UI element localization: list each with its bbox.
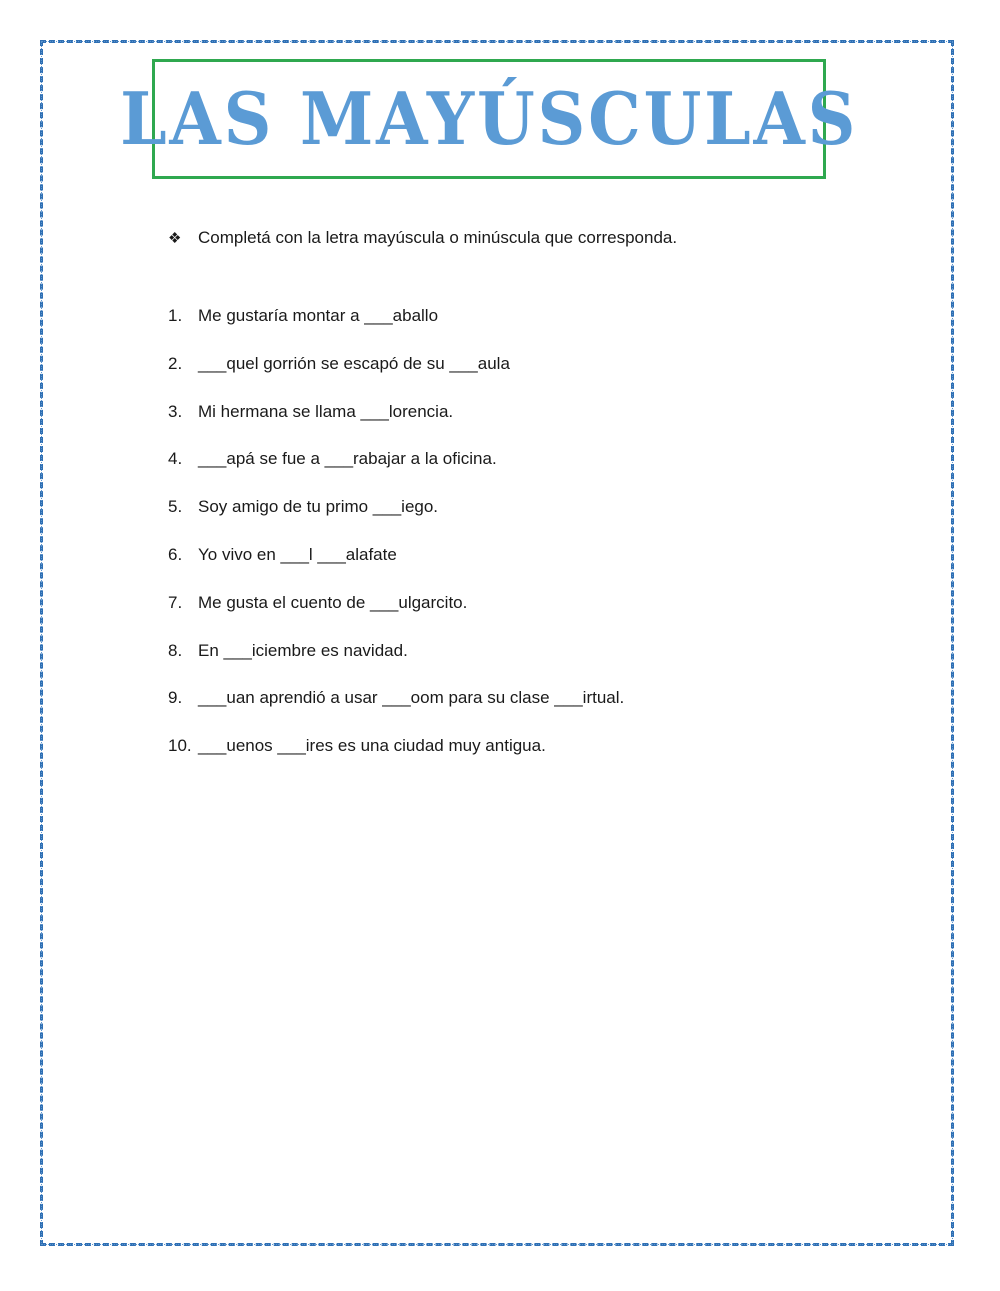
exercise-item — [168, 688, 624, 736]
exercise-list — [168, 306, 624, 784]
exercise-text: ___uenos ___ires es una ciudad muy antigua. — [198, 736, 546, 756]
diamond-bullet-icon: ❖ — [168, 230, 182, 247]
exercise-number: 10. — [168, 736, 192, 756]
instruction — [168, 228, 677, 248]
exercise-number: 2. — [168, 353, 183, 373]
exercise-number: 7. — [168, 592, 183, 612]
exercise-item — [168, 354, 624, 402]
exercise-text: ___quel gorrión se escapó de su ___aula — [198, 353, 510, 373]
exercise-number: 5. — [168, 497, 183, 517]
exercise-item — [168, 306, 624, 354]
page-title: LAS MAYÚSCULAS — [119, 76, 859, 161]
exercise-number: 4. — [168, 449, 183, 469]
instruction-text: Completá con la letra mayúscula o minúscula que corresponda. — [198, 228, 678, 247]
exercise-text: Me gusta el cuento de ___ulgarcito. — [198, 592, 468, 612]
exercise-item — [168, 545, 624, 593]
exercise-number: 3. — [168, 401, 183, 421]
exercise-number: 1. — [168, 306, 183, 325]
exercise-item — [168, 641, 624, 689]
exercise-text: Yo vivo en ___l ___alafate — [198, 544, 397, 564]
exercise-item — [168, 736, 624, 784]
exercise-item — [168, 449, 624, 497]
exercise-number: 6. — [168, 544, 183, 564]
exercise-number: 9. — [168, 688, 183, 708]
exercise-text: ___uan aprendió a usar ___oom para su clase ___irtual. — [198, 688, 625, 708]
exercise-text: Mi hermana se llama ___lorencia. — [198, 401, 454, 421]
exercise-text: ___apá se fue a ___rabajar a la oficina. — [198, 449, 497, 469]
exercise-text: Soy amigo de tu primo ___iego. — [198, 497, 439, 517]
exercise-text: Me gustaría montar a ___aballo — [198, 306, 439, 325]
exercise-text: En ___iciembre es navidad. — [198, 640, 408, 660]
exercise-item — [168, 497, 624, 545]
exercise-number: 8. — [168, 640, 183, 660]
title-box — [119, 59, 859, 179]
exercise-item — [168, 593, 624, 641]
exercise-item — [168, 402, 624, 450]
